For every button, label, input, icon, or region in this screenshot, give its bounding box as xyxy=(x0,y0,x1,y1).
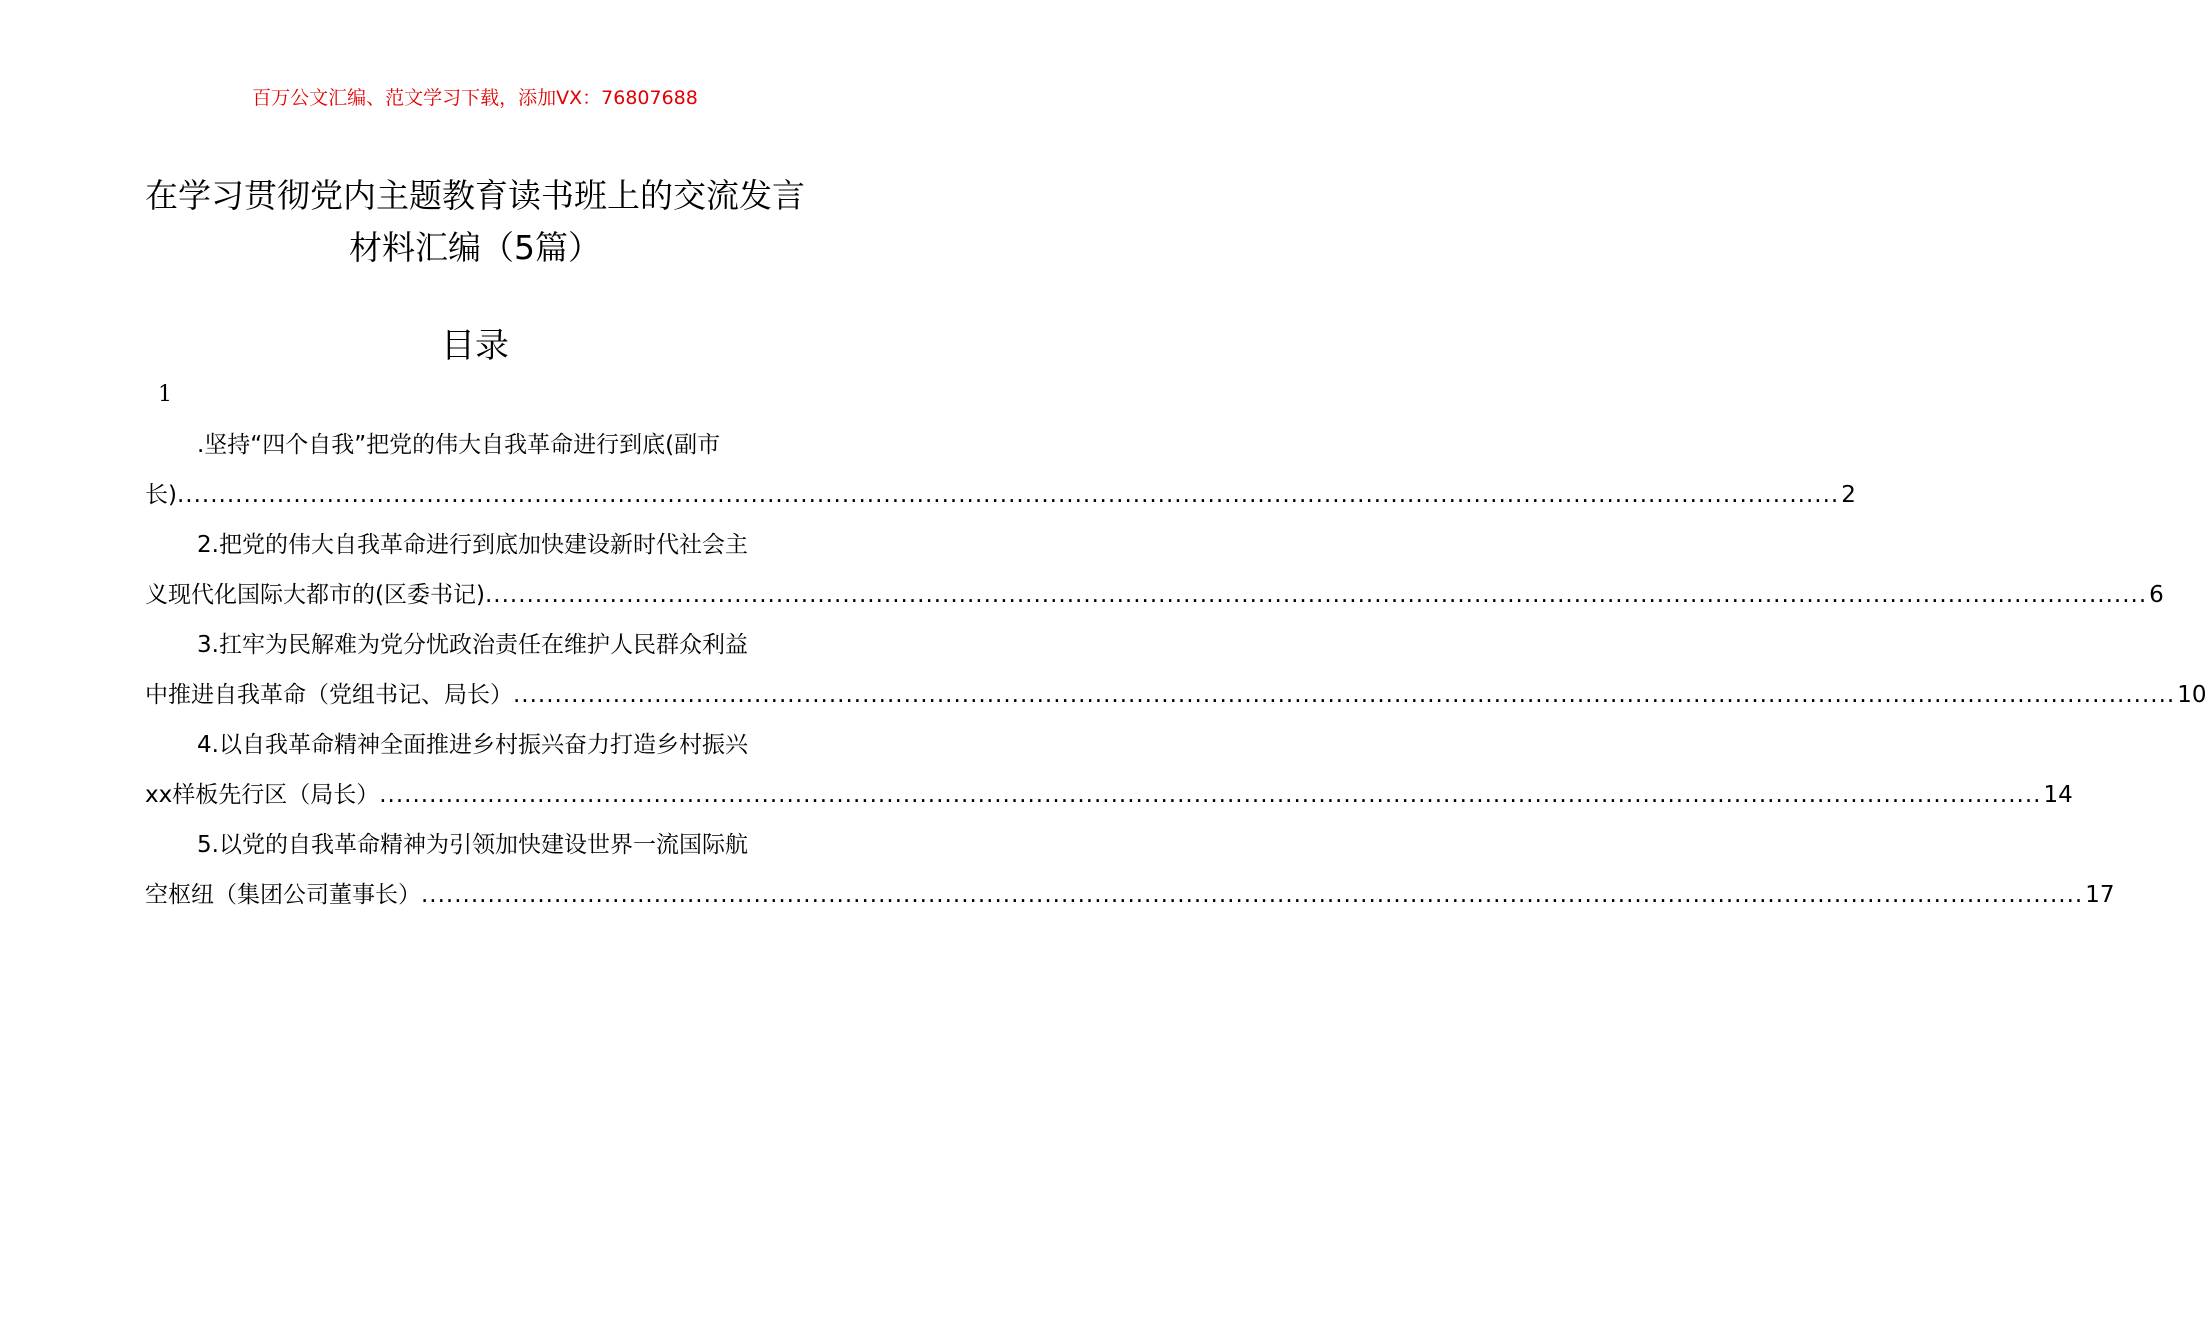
toc-entry-title-line1: 5.以党的自我革命精神为引领加快建设世界一流国际航 xyxy=(197,832,748,858)
toc-entry-5[interactable] xyxy=(145,820,2115,920)
toc-entry-title-line2 xyxy=(145,670,2207,720)
toc-entry-title-line2 xyxy=(145,870,2115,920)
toc-page-number: 14 xyxy=(2043,782,2073,808)
toc-entry-title-tail: xx样板先行区（局长） xyxy=(145,782,380,808)
toc-entry-1[interactable] xyxy=(145,420,1856,520)
toc-leader-dots: ........................................................................................................................................................................................................ xyxy=(379,782,2042,808)
toc-entry-title-line1: 4.以自我革命精神全面推进乡村振兴奋力打造乡村振兴 xyxy=(197,732,748,758)
toc-heading: 目录 xyxy=(441,326,509,366)
toc-entry-title-tail: 义现代化国际大都市的(区委书记) xyxy=(145,582,485,608)
toc-entry-title-tail: 长) xyxy=(145,482,177,508)
document-title: 在学习贯彻党内主题教育读书班上的交流发言材料汇编（5篇） xyxy=(145,176,805,267)
toc-leader-dots: ........................................................................................................................................................................................................ xyxy=(176,482,1840,508)
toc-page-number: 10 xyxy=(2177,682,2207,708)
toc-page-number: 17 xyxy=(2085,882,2115,908)
toc-leader-dots: ........................................................................................................................................................................................................ xyxy=(513,682,2176,708)
table-of-contents xyxy=(145,420,2207,920)
toc-entry-title-tail: 中推进自我革命（党组书记、局长） xyxy=(145,682,513,708)
toc-entry-title-line2 xyxy=(145,770,2073,820)
toc-entry-title-line1: 3.扛牢为民解难为党分忧政治责任在维护人民群众利益 xyxy=(197,632,748,658)
toc-page-number: 2 xyxy=(1841,482,1856,508)
toc-entry-title-line1: .坚持“四个自我”把党的伟大自我革命进行到底(副市 xyxy=(197,432,721,458)
toc-entry-title-line2 xyxy=(145,570,2164,620)
header-promo-note: 百万公文汇编、范文学习下载，添加VX：76807688 xyxy=(252,87,698,109)
stray-page-mark: 1 xyxy=(158,382,172,407)
toc-entry-3[interactable] xyxy=(145,620,2207,720)
toc-entry-4[interactable] xyxy=(145,720,2073,820)
toc-entry-title-line1: 2.把党的伟大自我革命进行到底加快建设新时代社会主 xyxy=(197,532,748,558)
toc-page-number: 6 xyxy=(2149,582,2164,608)
toc-entry-2[interactable] xyxy=(145,520,2164,620)
toc-leader-dots: ........................................................................................................................................................................................................ xyxy=(484,582,2148,608)
toc-entry-title-line2 xyxy=(145,470,1856,520)
toc-leader-dots: ........................................................................................................................................................................................................ xyxy=(421,882,2084,908)
toc-entry-title-tail: 空枢纽（集团公司董事长） xyxy=(145,882,421,908)
